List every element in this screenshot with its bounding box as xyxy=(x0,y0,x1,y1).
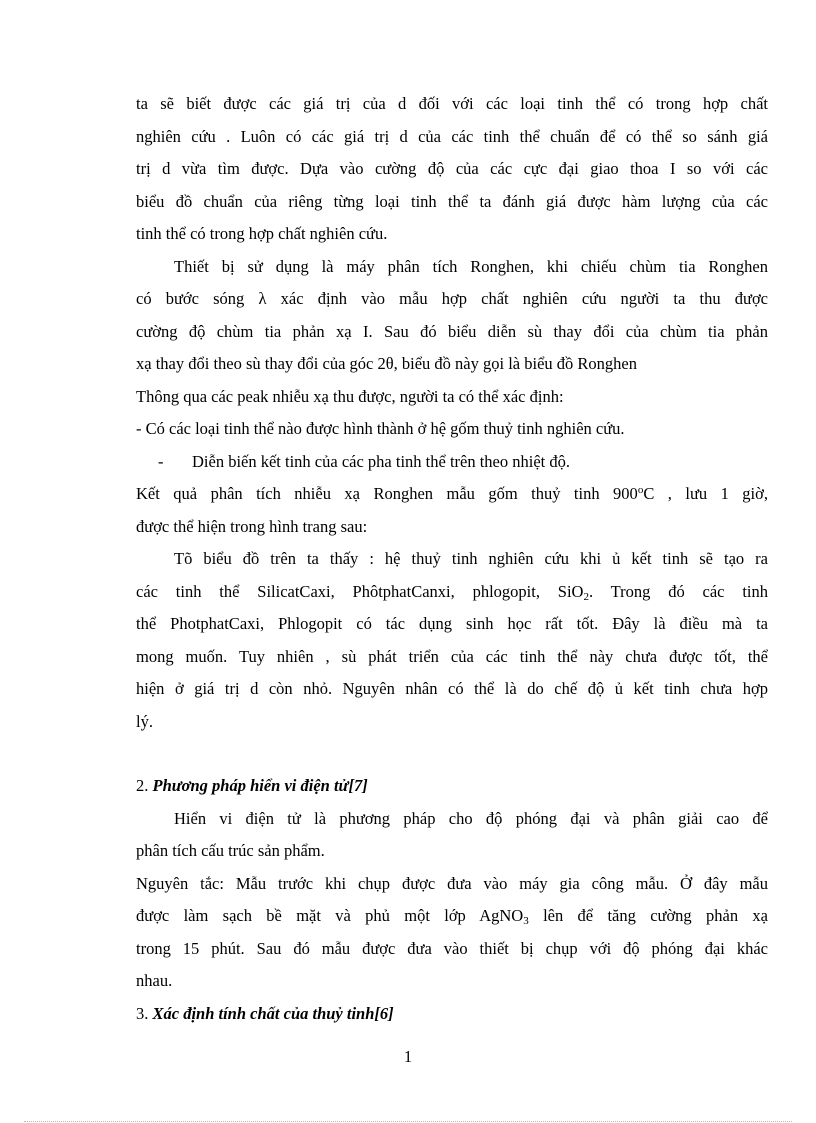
text-line: nghiên cứu . Luôn có các giá trị d của các tinh thể chuẩn để có thể so sánh giá xyxy=(136,126,768,146)
heading-number: 3. xyxy=(136,1003,153,1023)
heading-title: Xác định tính chất của thuỷ tinh[6] xyxy=(152,1003,394,1023)
text-segment: Kết quả phân tích nhiễu xạ Ronghen mẫu gốm thuỷ tinh 900 xyxy=(136,484,638,503)
page-number: 1 xyxy=(403,1047,413,1066)
text-line: trong 15 phút. Sau đó mẫu được đưa vào thiết bị chụp với độ phóng đại khác xyxy=(136,938,768,958)
text-line: có bước sóng λ xác định vào mẫu hợp chất nghiên cứu người ta thu được xyxy=(136,289,768,308)
subscript: 3 xyxy=(523,915,529,927)
text-line: Thông qua các peak nhiễu xạ thu được, người ta có thể xác định: xyxy=(136,386,564,406)
document-body xyxy=(136,88,768,1030)
text-line: nhau. xyxy=(136,971,173,990)
text-line: Hiển vi điện tử là phương pháp cho độ phóng đại và phân giải cao để xyxy=(174,808,768,828)
subscript: 2 xyxy=(583,590,589,603)
text-line: lý. xyxy=(136,711,153,731)
bullet-text: Diễn biến kết tinh của các pha tinh thể trên theo nhiệt độ. xyxy=(192,451,571,471)
text-segment: lên để tăng cường phản xạ xyxy=(528,906,768,925)
bullet-item xyxy=(136,446,768,479)
text-segment: được làm sạch bề mặt và phủ một lớp AgNO xyxy=(136,906,524,925)
section-heading-3 xyxy=(136,998,768,1031)
superscript: o xyxy=(637,484,644,496)
text-line: phân tích cấu trúc sản phẩm. xyxy=(136,841,325,860)
page-bottom-divider xyxy=(24,1121,792,1122)
text-segment: C , lưu 1 giờ, xyxy=(643,484,768,503)
text-line: thể PhotphatCaxi, Phlogopit có tác dụng sinh học rất tốt. Đây là điều mà ta xyxy=(136,614,768,633)
section-heading-2 xyxy=(136,770,768,803)
text-segment: các tinh thể SilicatCaxi, PhôtphatCanxi, phlogopit, SiO xyxy=(136,581,584,601)
text-segment: . Trong đó các tinh xyxy=(588,581,768,601)
bullet-item: - Có các loại tinh thể nào được hình thành ở hệ gốm thuỷ tinh nghiên cứu. xyxy=(136,419,625,438)
text-line: tinh thể có trong hợp chất nghiên cứu. xyxy=(136,224,388,243)
text-line: biểu đồ chuẩn của riêng từng loại tinh thể ta đánh giá được hàm lượng của các xyxy=(136,191,768,211)
text-line: Tõ biểu đồ trên ta thấy : hệ thuỷ tinh nghiên cứu khi ủ kết tinh sẽ tạo ra xyxy=(174,549,768,568)
text-line: Thiết bị sử dụng là máy phân tích Ronghen, khi chiếu chùm tia Ronghen xyxy=(174,256,768,276)
text-line: trị d vừa tìm được. Dựa vào cường độ của các cực đại giao thoa I so với các xyxy=(136,159,768,178)
text-line xyxy=(136,900,768,933)
text-line: Nguyên tắc: Mẫu trước khi chụp được đưa vào máy gia công mẫu. Ở đây mẫu xyxy=(136,873,768,893)
text-line xyxy=(136,576,768,609)
heading-number: 2. xyxy=(136,776,153,795)
text-line: được thể hiện trong hình trang sau: xyxy=(136,516,368,536)
bullet-dash: - xyxy=(158,451,164,471)
heading-title: Phương pháp hiển vi điện tử[7] xyxy=(152,776,368,795)
text-line xyxy=(136,478,768,511)
text-line: hiện ở giá trị d còn nhỏ. Nguyên nhân có thể là do chế độ ủ kết tinh chưa hợp xyxy=(136,679,768,698)
text-line: ta sẽ biết được các giá trị của d đối với các loại tinh thể có trong hợp chất xyxy=(136,94,768,113)
text-line: xạ thay đổi theo sù thay đổi của góc 2θ, biểu đồ này gọi là biểu đồ Ronghen xyxy=(136,354,637,373)
text-line: mong muốn. Tuy nhiên , sù phát triển của các tinh thể này chưa được tốt, thể xyxy=(136,646,768,666)
text-line: cường độ chùm tia phản xạ I. Sau đó biểu diễn sù thay đổi của chùm tia phản xyxy=(136,321,768,341)
